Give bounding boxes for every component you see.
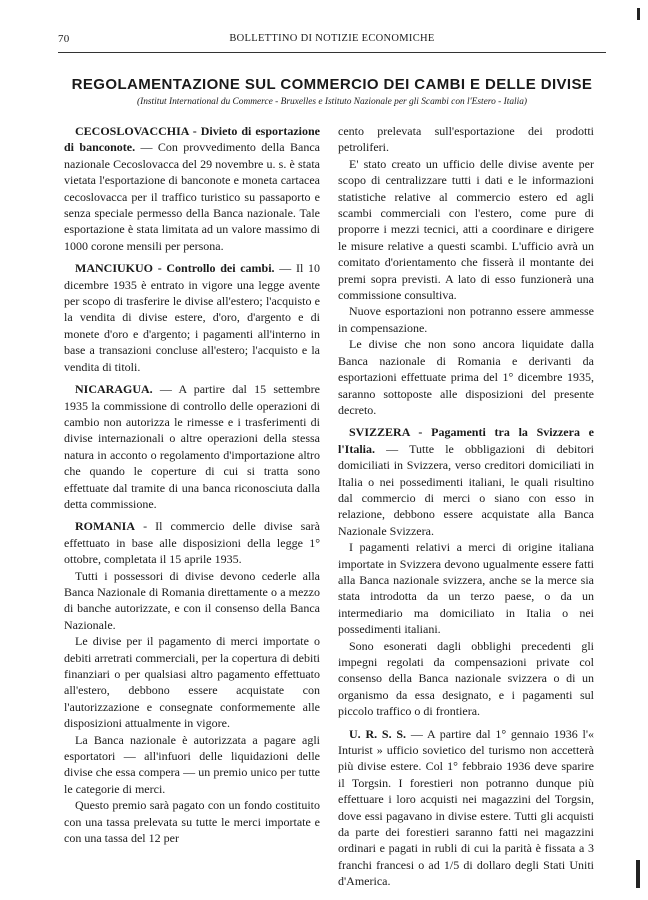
section-svizzera bbox=[338, 424, 594, 539]
section-nicaragua bbox=[64, 381, 320, 512]
article-source: (Institut International du Commerce - Bruxelles e Istituto Nazionale per gli Scambi con l'Estero - Italia) bbox=[136, 97, 528, 107]
section-heading: SVIZZERA - Pagamenti tra la Svizzera e l'Italia. bbox=[338, 425, 594, 456]
paragraph: I pagamenti relativi a merci di origine italiana importate in Svizzera devono ugualmente essere fatti alla Banca nazionale svizzera, anche se la merce sia stata introdotta da un terzo paese, o da un intermediario ma domiciliato in Italia o nei possedimenti italiani. bbox=[338, 540, 594, 637]
paragraph: La Banca nazionale è autorizzata a pagare agli esportatori — all'infuori delle liquidazioni delle divise che essa compera — un premio unico per tutte le categorie di merci. bbox=[64, 732, 320, 796]
section-text: — A partire dal 15 settembre 1935 la commissione di controllo delle operazioni di cambio non autorizza le rimesse e i trasferimenti di divise internazionali o altre operazioni della stessa natura in acconto o regolamento d'importazione altro che quando le coperture di cui si tratta sono effettuate dal tramite di una banca riconosciuta dalla detta commissione. bbox=[64, 382, 320, 511]
article-title: REGOLAMENTAZIONE SUL COMMERCIO DEI CAMBI E DELLE DIVISE bbox=[71, 76, 593, 93]
paragraph: Le divise per il pagamento di merci importate o debiti arretrati commerciali, per la copertura di debiti finanziari o per qualsiasi altro pagamento effettuato all'estero, debbono essere acquistate con l'autorizzazione e consegnate conformemente alle disposizioni attualmente in vigore. bbox=[64, 634, 320, 731]
header-rule bbox=[58, 52, 606, 53]
section-romania bbox=[64, 518, 320, 567]
right-column bbox=[338, 123, 594, 890]
section-urss bbox=[338, 726, 594, 890]
paragraph: Tutti i possessori di divise devono cederle alla Banca Nazionale di Romania direttamente o a mezzo di banche autorizzate, e con il consenso della Banca Nazionale. bbox=[64, 568, 320, 632]
section-heading: NICARAGUA. bbox=[75, 382, 153, 397]
page-number: 70 bbox=[58, 33, 70, 45]
section-heading: CECOSLOVACCHIA - Divieto di esportazione di banconote. bbox=[64, 124, 320, 155]
section-text: — Tutte le obbligazioni di debitori domiciliati in Svizzera, verso creditori domiciliati in Italia o nei possedimenti italiani, le quali risultino dal commercio di merci o siano con esso in relazione, debbono essere acquistate alla Banca Nazionale Svizzera. bbox=[338, 441, 594, 538]
section-text: — Con provvedimento della Banca nazionale Cecoslovacca del 29 novembre u. s. è stata vietata l'esportazione di banconote e moneta cartacea cecoslovacca per il traffico turistico su passaporto e senza speciale permesso della Banca nazionale. Tale esportazione è stata limitata ad un valore massimo di 1000 corone mensili per persona. bbox=[64, 140, 320, 253]
paragraph: Questo premio sarà pagato con un fondo costituito con una tassa prelevata su tutte le merci importate e con una tassa del 12 per bbox=[64, 798, 320, 846]
section-text: - Il commercio delle divise sarà effettuato in base alle disposizioni della legge 1° ottobre, completata il 15 aprile 1935. bbox=[64, 519, 320, 567]
section-manciukuo bbox=[64, 260, 320, 375]
section-text: — Il 10 dicembre 1935 è entrato in vigore una legge avente per scopo di trasferire le divise all'estero; l'acquisto e la vendita di divise estere, d'oro, d'argento e di monete d'oro e d'argento; i pagamenti all'interno in base a transazioni concluse all'estero; l'acquisto e la vendita di titoli. bbox=[64, 261, 320, 374]
scan-edge-mark bbox=[637, 8, 640, 20]
left-column bbox=[64, 123, 320, 846]
paragraph: Le divise che non sono ancora liquidate dalla Banca nazionale di Romania e derivanti da esportazioni effettuate prima del 1° dicembre 1935, saranno sottoposte alle disposizioni del presente decreto. bbox=[338, 337, 594, 417]
running-header bbox=[58, 33, 606, 49]
paragraph-continued: cento prelevata sull'esportazione dei prodotti petroliferi. bbox=[338, 124, 594, 155]
section-heading: U. R. S. S. bbox=[349, 726, 407, 741]
paragraph: Sono esonerati dagli obblighi precedenti gli impegni regolati da compensazioni private col consenso della Banca nazionale svizzera o di un organismo da essa designato, e i pagamenti sul piccolo traffico o di frontiera. bbox=[338, 638, 594, 719]
section-cecoslovacchia bbox=[64, 123, 320, 254]
section-heading: MANCIUKUO - Controllo dei cambi. bbox=[75, 261, 275, 276]
section-text: — A partire dal 1° gennaio 1936 l'« Inturist » ufficio sovietico del turismo non accetterà più divise estere. Col 1° febbraio 1936 deve sparire il Torgsin. I forestieri non potranno dunque più effettuare i loro acquisti nei magazzini del Torgsin, dove essi pagavano in divise estere. Tutti gli acquisti da parte dei forestieri saranno fatti nei magazzini ordinari e pagati in rubli di cui la parità è fissata a 3 franchi francesi o ad 1/5 di dollaro degli Stati Uniti d'America. bbox=[338, 726, 594, 889]
paragraph: E' stato creato un ufficio delle divise avente per scopo di centralizzare tutti i dati e le informazioni statistiche relative al commercio estero ed agli scambi commerciali con l'estero, come pure di proporre i mezzi tecnici, atti a coordinare e dirigere le misure relative a questi scambi. L'ufficio avrà un comitato d'orientamento che fisserà il montante dei premi sopra previsti. A lato di esso funzionerà una commissione consultiva. bbox=[338, 156, 594, 303]
paragraph: Nuove esportazioni non potranno essere ammesse in compensazione. bbox=[338, 304, 594, 335]
section-heading: ROMANIA bbox=[75, 519, 135, 534]
scan-edge-mark bbox=[636, 860, 640, 888]
journal-title: BOLLETTINO DI NOTIZIE ECONOMICHE bbox=[229, 33, 435, 44]
